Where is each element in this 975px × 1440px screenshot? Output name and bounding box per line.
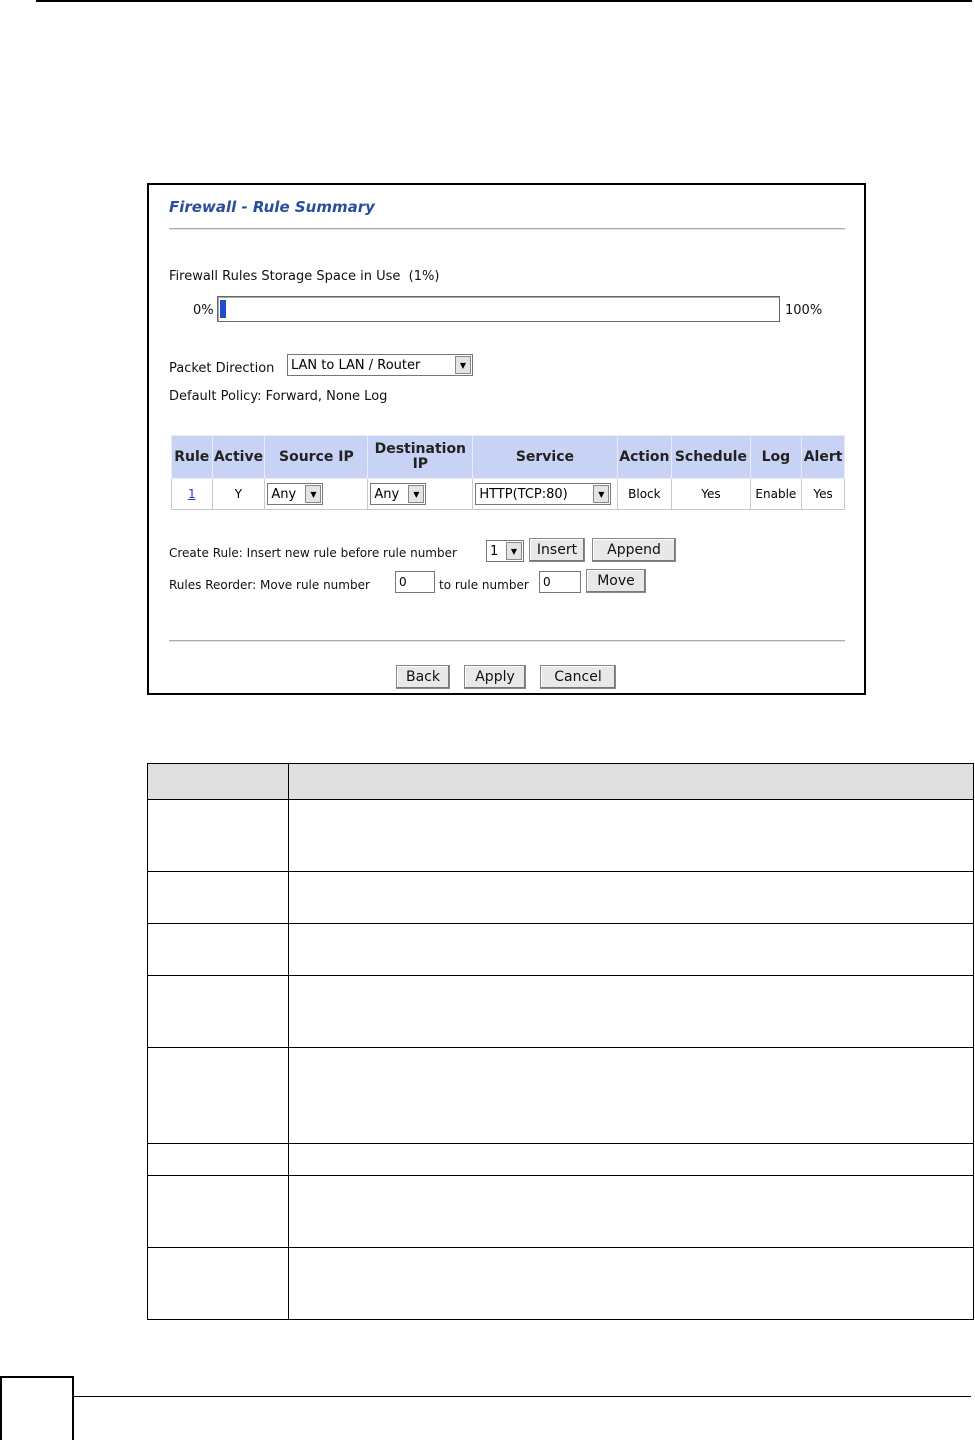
- firewall-rule-summary-screenshot: [147, 183, 866, 695]
- page-footer-rule: [74, 1396, 971, 1397]
- service-cell: [473, 479, 617, 510]
- description-cell: [289, 1048, 974, 1144]
- chevron-down-icon: ▼: [593, 485, 609, 503]
- column-service: Service: [473, 436, 617, 479]
- bar-min-label: 0%: [193, 303, 214, 318]
- create-rule-number-select[interactable]: 1 ▼: [486, 540, 524, 562]
- rules-table: [171, 435, 845, 510]
- storage-progress-fill: [220, 300, 226, 318]
- chevron-down-icon: ▼: [408, 485, 424, 503]
- packet-direction-label: Packet Direction: [169, 361, 275, 376]
- table-row: [172, 479, 845, 510]
- label-cell: [148, 1176, 289, 1248]
- action-cell: Block: [617, 479, 672, 510]
- rules-reorder-label: Rules Reorder: Move rule number: [169, 578, 370, 592]
- label-cell: [148, 1048, 289, 1144]
- source-ip-select[interactable]: Any ▼: [267, 483, 323, 505]
- label-cell: [148, 800, 289, 872]
- column-log: Log: [750, 436, 802, 479]
- table-row: [148, 800, 974, 872]
- storage-progress-bar: [217, 296, 780, 322]
- table-row: [148, 976, 974, 1048]
- apply-button[interactable]: Apply: [464, 665, 526, 689]
- schedule-cell: Yes: [672, 479, 750, 510]
- column-source-ip: Source IP: [265, 436, 368, 479]
- packet-direction-select[interactable]: LAN to LAN / Router ▼: [287, 354, 473, 376]
- table-row: [148, 1048, 974, 1144]
- field-description-table: [147, 763, 974, 1320]
- label-header-cell: [148, 764, 289, 800]
- rule-number-link[interactable]: 1: [187, 487, 196, 501]
- title-divider: [169, 228, 845, 230]
- column-alert: Alert: [802, 436, 845, 479]
- label-cell: [148, 976, 289, 1048]
- description-cell: [289, 976, 974, 1048]
- destination-ip-select[interactable]: Any ▼: [370, 483, 426, 505]
- rules-table-header: [172, 436, 845, 479]
- chevron-down-icon: ▼: [506, 542, 522, 560]
- bottom-divider: [169, 640, 845, 642]
- insert-button[interactable]: Insert: [529, 538, 585, 562]
- label-cell: [148, 872, 289, 924]
- column-active: Active: [212, 436, 265, 479]
- move-button[interactable]: Move: [586, 569, 646, 593]
- table-row: [148, 872, 974, 924]
- label-cell: [148, 1248, 289, 1320]
- bar-max-label: 100%: [785, 303, 823, 318]
- description-cell: [289, 1248, 974, 1320]
- description-cell: [289, 872, 974, 924]
- column-destination-ip: Destination IP: [368, 436, 473, 479]
- table-row: [148, 764, 974, 800]
- service-select[interactable]: HTTP(TCP:80) ▼: [475, 483, 611, 505]
- log-cell: Enable: [750, 479, 802, 510]
- source-ip-cell: [265, 479, 368, 510]
- storage-label: Firewall Rules Storage Space in Use (1%): [169, 269, 440, 284]
- page-top-rule: [36, 0, 972, 2]
- description-cell: [289, 800, 974, 872]
- chevron-down-icon: ▼: [455, 356, 471, 374]
- default-policy: Default Policy: Forward, None Log: [169, 389, 388, 404]
- description-header-cell: [289, 764, 974, 800]
- back-button[interactable]: Back: [396, 665, 450, 689]
- append-button[interactable]: Append: [592, 538, 676, 562]
- description-cell: [289, 1176, 974, 1248]
- description-cell: [289, 924, 974, 976]
- label-cell: [148, 924, 289, 976]
- chevron-down-icon: ▼: [305, 485, 321, 503]
- column-rule: Rule: [172, 436, 213, 479]
- description-cell: [289, 1144, 974, 1176]
- panel-title: Firewall - Rule Summary: [169, 198, 375, 216]
- to-rule-number-label: to rule number: [439, 578, 529, 592]
- table-row: [148, 1144, 974, 1176]
- active-cell: Y: [212, 479, 265, 510]
- alert-cell: Yes: [802, 479, 845, 510]
- cancel-button[interactable]: Cancel: [540, 665, 616, 689]
- move-to-input[interactable]: 0: [539, 571, 581, 593]
- table-row: [148, 924, 974, 976]
- column-action: Action: [617, 436, 672, 479]
- destination-ip-cell: [368, 479, 473, 510]
- rule-number-cell: [172, 479, 213, 510]
- table-row: [148, 1248, 974, 1320]
- label-cell: [148, 1144, 289, 1176]
- column-schedule: Schedule: [672, 436, 750, 479]
- table-row: [148, 1176, 974, 1248]
- create-rule-label: Create Rule: Insert new rule before rule number: [169, 546, 457, 560]
- move-from-input[interactable]: 0: [395, 571, 435, 593]
- page-number-box: [0, 1376, 74, 1440]
